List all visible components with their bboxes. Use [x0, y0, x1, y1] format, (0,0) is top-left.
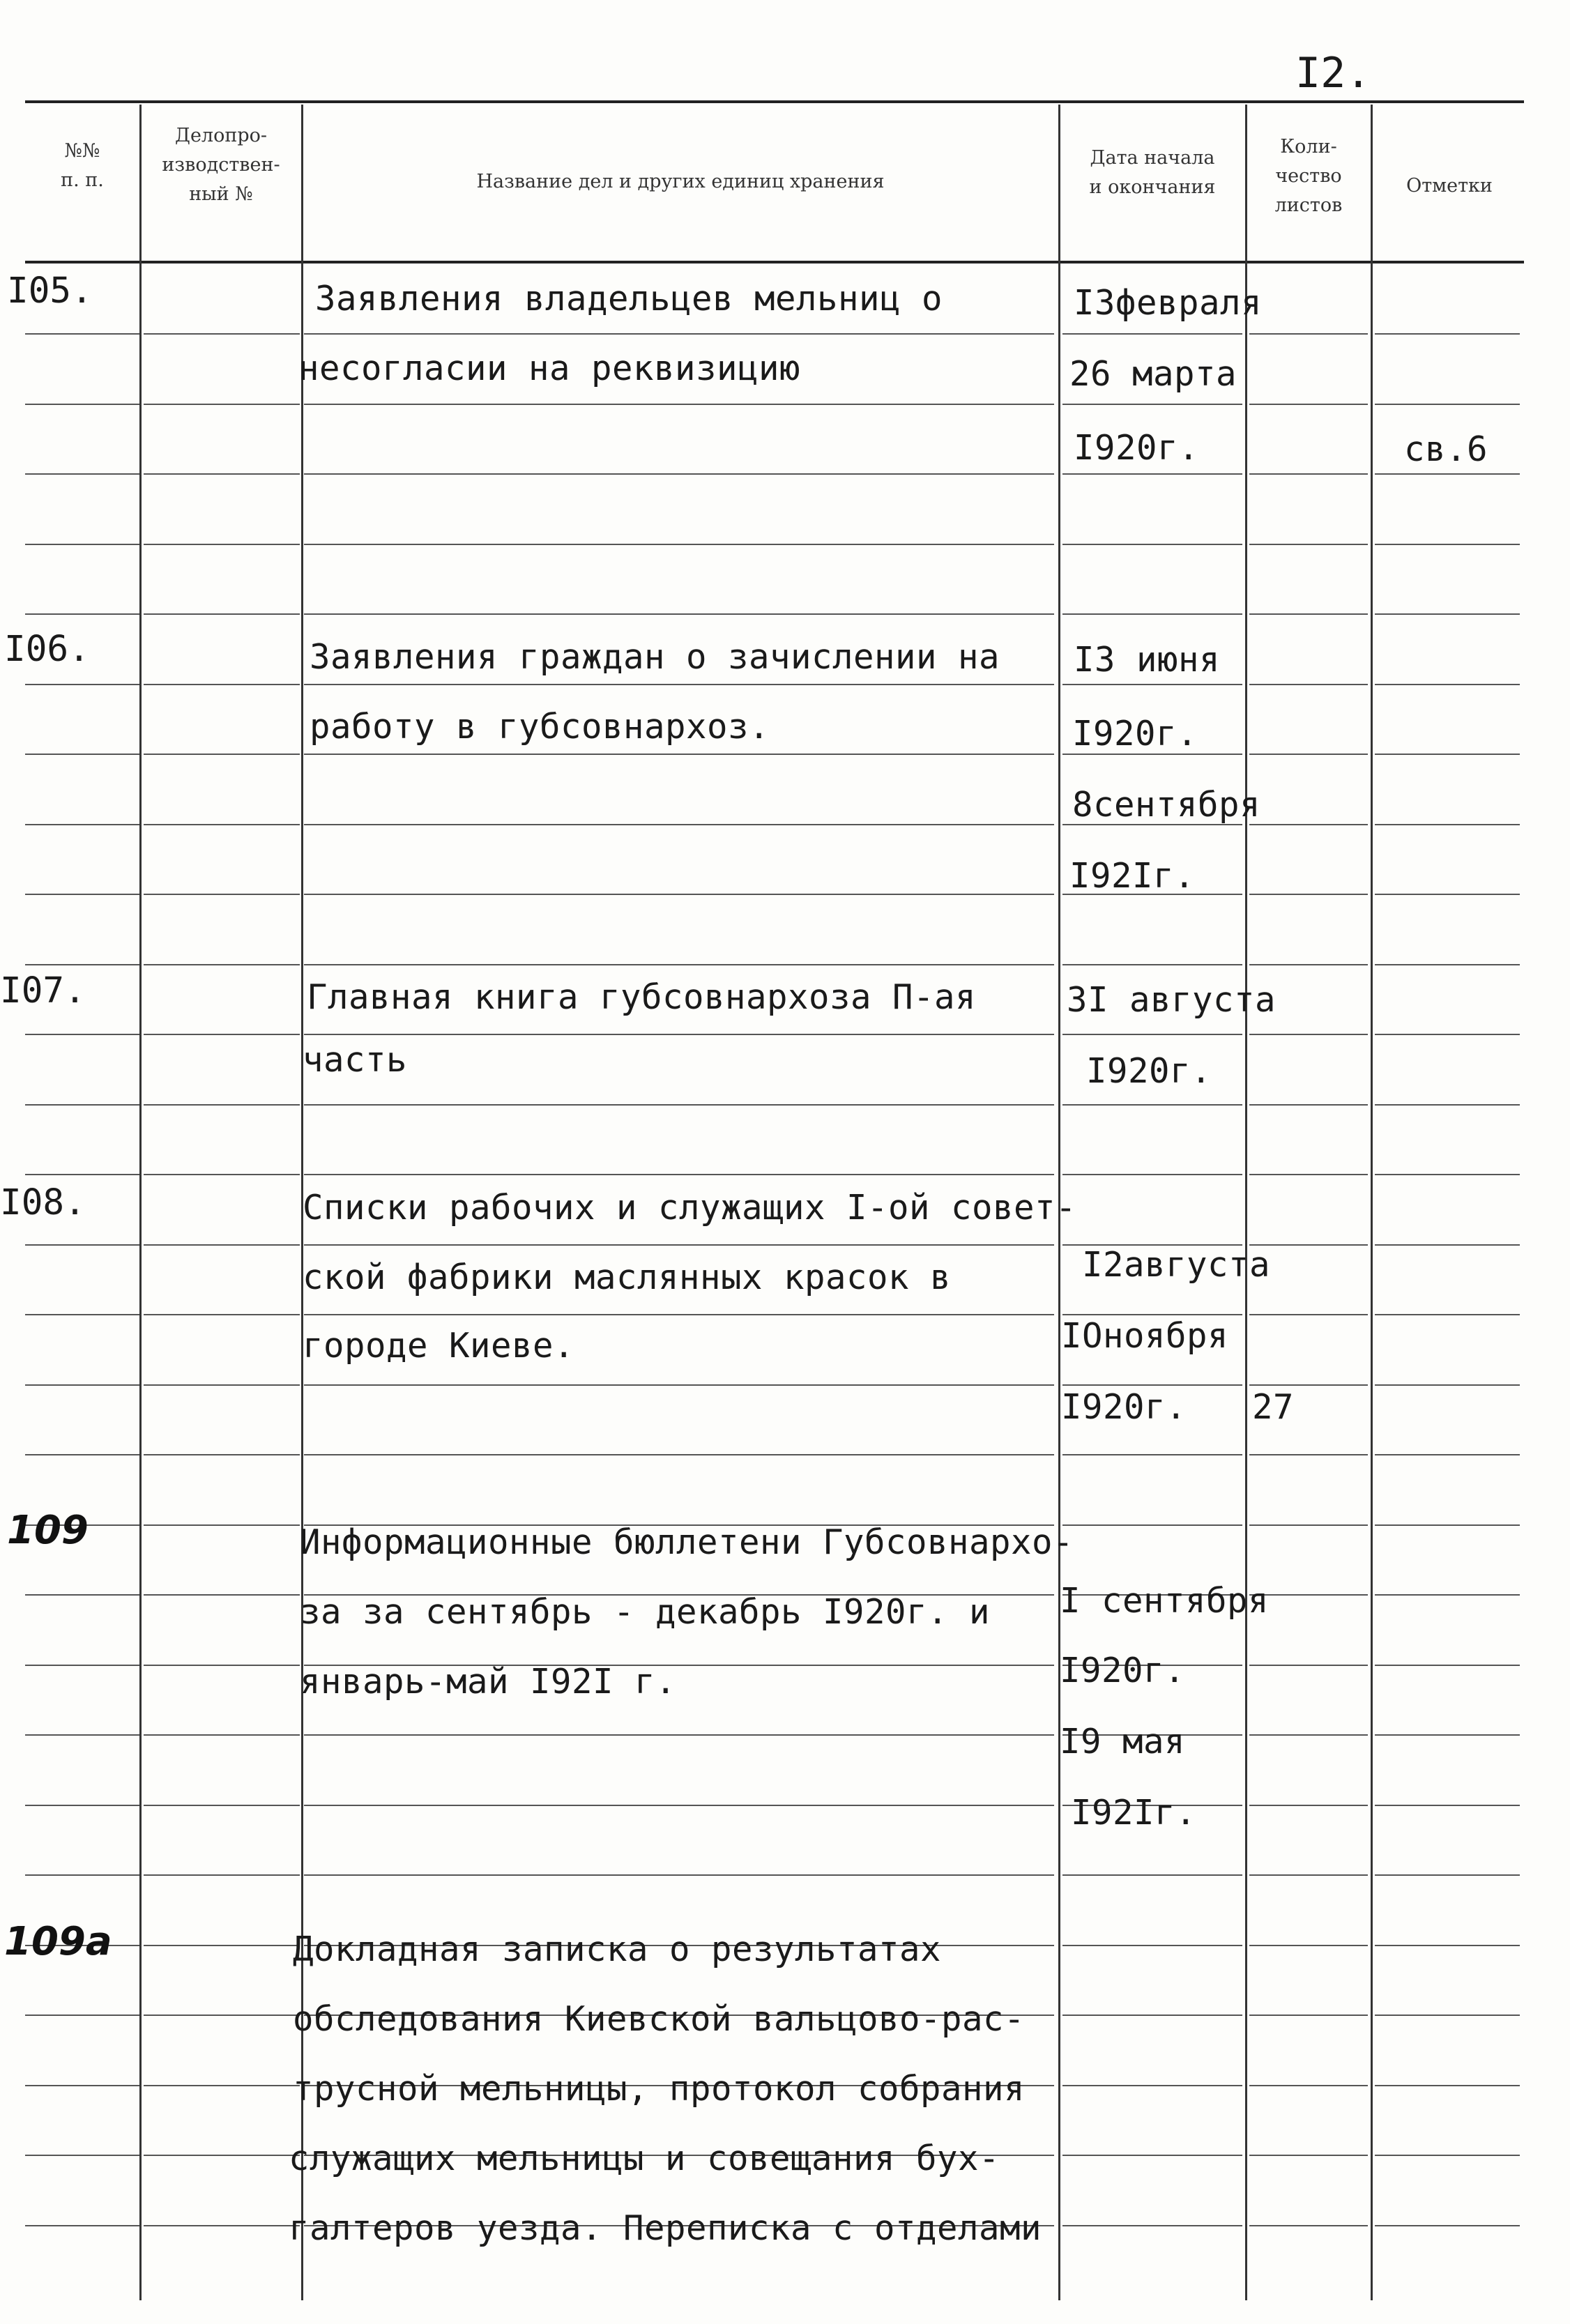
ruled-line	[144, 754, 300, 755]
ruled-line	[304, 684, 1054, 685]
ruled-line	[144, 1174, 300, 1175]
ruled-line	[1062, 2155, 1242, 2156]
ruled-line	[1375, 1594, 1520, 1596]
record-title-line: Заявления граждан о зачислении на	[310, 637, 1000, 677]
ruled-line	[25, 1314, 139, 1315]
ruled-line	[1249, 2155, 1368, 2156]
header-bottom-rule	[25, 261, 1524, 263]
ruled-line	[1062, 684, 1242, 685]
ruled-line	[25, 2085, 139, 2086]
ruled-line	[1249, 1314, 1368, 1315]
ruled-line	[1249, 2015, 1368, 2016]
ruled-line	[1249, 824, 1368, 825]
ruled-line	[1375, 1104, 1520, 1106]
record-date-line: 26 марта	[1069, 354, 1237, 394]
ruled-line	[25, 544, 139, 545]
record-number-handwritten: 109	[7, 1508, 89, 1553]
ruled-line	[1062, 1314, 1242, 1315]
ruled-line	[144, 1524, 300, 1526]
column-header-number: №№ п. п.	[61, 140, 104, 191]
ruled-line	[1375, 1945, 1520, 1946]
ruled-line	[304, 613, 1054, 615]
ruled-line	[144, 1665, 300, 1666]
ruled-line	[1062, 1524, 1242, 1526]
ruled-line	[1249, 1665, 1368, 1666]
ruled-line	[1375, 1034, 1520, 1035]
ruled-line	[1375, 404, 1520, 405]
ruled-line	[1249, 1945, 1368, 1946]
ruled-line	[1249, 2225, 1368, 2226]
ruled-line	[25, 1454, 139, 1455]
ruled-line	[1062, 333, 1242, 335]
ruled-line	[1249, 1174, 1368, 1175]
ruled-line	[1375, 1314, 1520, 1315]
ruled-line	[1375, 894, 1520, 895]
record-title-line: служащих мельницы и совещания бух-	[289, 2139, 1000, 2178]
ruled-line	[1249, 964, 1368, 965]
ruled-line	[1062, 613, 1242, 615]
record-date-line: I920г.	[1086, 1051, 1212, 1091]
ruled-line	[25, 404, 139, 405]
ruled-line	[25, 2225, 139, 2226]
record-title-line: галтеров уезда. Переписка с отделами	[289, 2208, 1042, 2248]
ruled-line	[144, 1874, 300, 1876]
record-date-line: I920г.	[1072, 714, 1198, 754]
ruled-line	[144, 2155, 300, 2156]
ruled-line	[144, 1805, 300, 1806]
ruled-line	[1375, 754, 1520, 755]
ruled-line	[1062, 1384, 1242, 1386]
record-number: I05.	[7, 270, 93, 312]
record-number: I07.	[0, 970, 86, 1011]
record-title-line: Заявления владельцев мельниц о	[315, 279, 943, 319]
record-number: I06.	[4, 629, 90, 670]
ruled-line	[1375, 1384, 1520, 1386]
ruled-line	[25, 1174, 139, 1175]
ruled-line	[1249, 1874, 1368, 1876]
page-number: I2.	[1295, 49, 1371, 98]
ruled-line	[1375, 824, 1520, 825]
ruled-line	[1375, 1454, 1520, 1455]
record-date-line: I9 мая	[1060, 1722, 1186, 1761]
ruled-line	[1062, 2225, 1242, 2226]
ruled-line	[144, 473, 300, 475]
ruled-line	[304, 894, 1054, 895]
ruled-line	[144, 613, 300, 615]
ruled-line	[25, 333, 139, 335]
ruled-line	[1249, 894, 1368, 895]
ruled-line	[25, 2155, 139, 2156]
column-header-office-number: Делопро- изводствен- ный №	[162, 125, 280, 205]
ruled-line	[1062, 964, 1242, 965]
ruled-line	[1375, 1524, 1520, 1526]
ruled-line	[144, 2225, 300, 2226]
column-divider	[1245, 105, 1247, 2300]
ruled-line	[304, 964, 1054, 965]
ruled-line	[1249, 1454, 1368, 1455]
ruled-line	[1249, 1034, 1368, 1035]
ruled-line	[25, 894, 139, 895]
ruled-line	[144, 824, 300, 825]
record-title-line: Докладная записка о результатах	[293, 1929, 942, 1969]
ruled-line	[1375, 1734, 1520, 1736]
ruled-line	[144, 1104, 300, 1106]
ruled-line	[304, 1104, 1054, 1106]
ruled-line	[25, 824, 139, 825]
record-title-line: январь-май I92I г.	[300, 1662, 677, 1702]
record-title-line: трусной мельницы, протокол собрания	[293, 2069, 1026, 2109]
record-date-line: I920г.	[1074, 428, 1200, 468]
ruled-line	[1249, 684, 1368, 685]
ruled-line	[25, 613, 139, 615]
ruled-line	[144, 1454, 300, 1455]
ruled-line	[1062, 404, 1242, 405]
ruled-line	[144, 1384, 300, 1386]
ruled-line	[25, 1594, 139, 1596]
ruled-line	[144, 684, 300, 685]
ruled-line	[25, 1734, 139, 1736]
ruled-line	[1249, 1384, 1368, 1386]
ruled-line	[25, 1034, 139, 1035]
ruled-line	[1062, 1034, 1242, 1035]
record-title-line: городе Киеве.	[303, 1326, 575, 1366]
ruled-line	[1375, 1244, 1520, 1246]
ruled-line	[304, 473, 1054, 475]
ruled-line	[25, 1805, 139, 1806]
ruled-line	[25, 754, 139, 755]
ruled-line	[144, 404, 300, 405]
record-date-line: I92Iг.	[1069, 856, 1196, 896]
ruled-line	[1375, 2225, 1520, 2226]
ruled-line	[1249, 2085, 1368, 2086]
ruled-line	[1375, 1874, 1520, 1876]
ruled-line	[1249, 473, 1368, 475]
ruled-line	[1375, 2015, 1520, 2016]
record-date-line: I920г.	[1060, 1651, 1186, 1690]
ruled-line	[144, 2015, 300, 2016]
ruled-line	[25, 1665, 139, 1666]
record-number-handwritten: 109a	[4, 1919, 112, 1964]
record-notes: св.6	[1404, 429, 1488, 469]
ruled-line	[1249, 613, 1368, 615]
ruled-line	[1062, 2085, 1242, 2086]
ruled-line	[1062, 1174, 1242, 1175]
record-title-line: обследования Киевской вальцово-рас-	[293, 1999, 1026, 2039]
ruled-line	[1375, 1805, 1520, 1806]
ruled-line	[304, 1454, 1054, 1455]
ruled-line	[25, 1384, 139, 1386]
ruled-line	[304, 544, 1054, 545]
column-header-notes: Отметки	[1406, 175, 1493, 197]
record-date-line: 8сентября	[1072, 785, 1261, 825]
record-title-line: часть	[303, 1040, 408, 1080]
ruled-line	[1249, 333, 1368, 335]
ruled-line	[144, 1734, 300, 1736]
record-title-line: ской фабрики маслянных красок в	[303, 1257, 952, 1297]
ruled-line	[304, 1734, 1054, 1736]
ruled-line	[304, 1174, 1054, 1175]
ruled-line	[1249, 1805, 1368, 1806]
ruled-line	[1249, 1104, 1368, 1106]
ruled-line	[144, 1594, 300, 1596]
ruled-line	[304, 1244, 1054, 1246]
ruled-line	[304, 404, 1054, 405]
ruled-line	[1375, 544, 1520, 545]
ruled-line	[1249, 404, 1368, 405]
record-date-line: IOноября	[1061, 1316, 1229, 1356]
ruled-line	[1062, 1454, 1242, 1455]
ruled-line	[144, 544, 300, 545]
ruled-line	[144, 964, 300, 965]
ruled-line	[1375, 613, 1520, 615]
header-top-rule	[25, 100, 1524, 103]
ruled-line	[1062, 473, 1242, 475]
ruled-line	[1062, 1945, 1242, 1946]
ruled-line	[1249, 1734, 1368, 1736]
ruled-line	[1062, 754, 1242, 755]
ruled-line	[1062, 1104, 1242, 1106]
column-header-title: Название дел и других единиц хранения	[476, 171, 885, 192]
record-title-line: Главная книга губсовнархоза П-ая	[307, 977, 977, 1017]
ruled-line	[144, 1314, 300, 1315]
ruled-line	[25, 473, 139, 475]
ruled-line	[25, 1104, 139, 1106]
record-date-line: I920г.	[1061, 1387, 1187, 1427]
record-sheet-count: 27	[1252, 1387, 1295, 1427]
ruled-line	[1375, 333, 1520, 335]
record-date-line: I2августа	[1082, 1245, 1271, 1285]
ruled-line	[1375, 1665, 1520, 1666]
column-divider	[1371, 105, 1373, 2300]
ruled-line	[25, 964, 139, 965]
ruled-line	[1062, 1874, 1242, 1876]
ruled-line	[1375, 2155, 1520, 2156]
ruled-line	[304, 1034, 1054, 1035]
ruled-line	[144, 1034, 300, 1035]
record-title-line: Списки рабочих и служащих I-ой совет-	[303, 1188, 1077, 1228]
ruled-line	[1375, 473, 1520, 475]
record-title-line: несогласии на реквизицию	[298, 349, 801, 388]
ruled-line	[25, 1874, 139, 1876]
record-date-line: I92Iг.	[1071, 1793, 1197, 1833]
ruled-line	[304, 824, 1054, 825]
ruled-line	[144, 894, 300, 895]
ruled-line	[1249, 544, 1368, 545]
ruled-line	[1375, 964, 1520, 965]
ruled-line	[304, 754, 1054, 755]
ruled-line	[304, 1805, 1054, 1806]
ruled-line	[1249, 754, 1368, 755]
ruled-line	[304, 1314, 1054, 1315]
ruled-line	[304, 1384, 1054, 1386]
ruled-line	[1375, 2085, 1520, 2086]
ruled-line	[1249, 1524, 1368, 1526]
ruled-line	[1375, 684, 1520, 685]
ruled-line	[25, 684, 139, 685]
ruled-line	[144, 333, 300, 335]
ruled-line	[1062, 2015, 1242, 2016]
record-date-line: I3февраля	[1074, 283, 1263, 323]
record-title-line: за за сентябрь - декабрь I920г. и	[300, 1592, 991, 1632]
column-divider	[139, 105, 142, 2300]
record-title-line: работу в губсовнархоз.	[310, 707, 770, 747]
ruled-line	[144, 1244, 300, 1246]
column-header-dates: Дата начала и окончания	[1089, 147, 1216, 198]
ruled-line	[25, 2015, 139, 2016]
record-number: I08.	[0, 1182, 86, 1223]
ruled-line	[1375, 1174, 1520, 1175]
record-date-line: 3I августа	[1067, 980, 1276, 1020]
ruled-line	[144, 2085, 300, 2086]
column-header-sheet-count: Коли- чество листов	[1274, 136, 1343, 216]
ruled-line	[1062, 544, 1242, 545]
ruled-line	[144, 1945, 300, 1946]
record-title-line: Информационные бюллетени Губсовнархо-	[300, 1522, 1074, 1562]
record-date-line: I3 июня	[1074, 640, 1221, 680]
record-date-line: I сентября	[1060, 1581, 1270, 1621]
ruled-line	[304, 1874, 1054, 1876]
ruled-line	[304, 333, 1054, 335]
ruled-line	[25, 1244, 139, 1246]
